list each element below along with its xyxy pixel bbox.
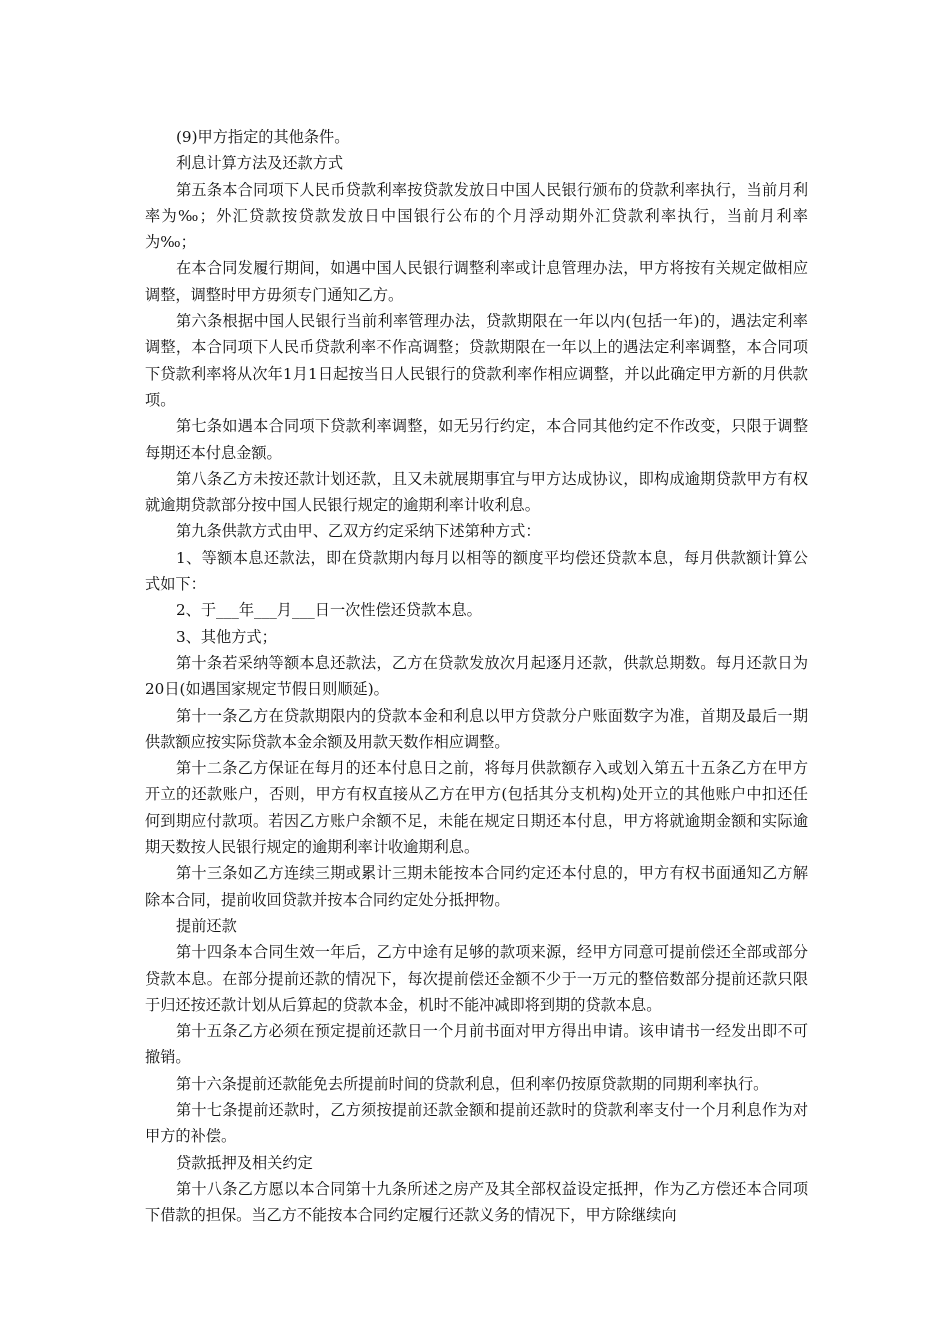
article-11: 第十一条乙方在贷款期限内的贷款本金和利息以甲方贷款分户账面数字为准，首期及最后一期供款额应按实际贷款本金余额及用款天数作相应调整。: [145, 706, 808, 751]
article-12: 第十二条乙方保证在每月的还本付息日之前，将每月供款额存入或划入第五十五条乙方在甲方开立的还款账户，否则，甲方有权直接从乙方在甲方(包括其分支机构)处开立的其他账户中扣还任何到期应付款项。若因乙方账户余额不足，未能在规定日期还本付息，甲方将就逾期金额和实际逾期天数按人民银行规定的逾期利率计收逾期利息。: [145, 759, 808, 857]
payment-method-1: 1、等额本息还款法，即在贷款期内每月以相等的额度平均偿还贷款本息，每月供款额计算公式如下：: [145, 548, 808, 594]
section-heading-mortgage: 贷款抵押及相关约定: [176, 1153, 313, 1172]
article-17: 第十七条提前还款时，乙方须按提前还款金额和提前还款时的贷款利率支付一个月利息作为对甲方的补偿。: [145, 1100, 808, 1146]
section-heading-interest: 利息计算方法及还款方式: [176, 154, 344, 173]
article-15: 第十五条乙方必须在预定提前还款日一个月前书面对甲方得出申请。该申请书一经发出即不可撤销。: [145, 1022, 808, 1067]
article-5: 第五条本合同项下人民币贷款利率按贷款发放日中国人民银行颁布的贷款利率执行，当前月利率为‰；外汇贷款按贷款发放日中国银行公布的个月浮动期外汇贷款利率执行，当前月利率为‰；: [145, 180, 808, 252]
payment-method-3: 3、其他方式；: [176, 627, 277, 646]
article-18: 第十八条乙方愿以本合同第十九条所述之房产及其全部权益设定抵押，作为乙方偿还本合同项下借款的担保。当乙方不能按本合同约定履行还款义务的情况下，甲方除继续向: [145, 1179, 808, 1225]
paragraph-rate-adjustment: 在本合同发履行期间，如遇中国人民银行调整利率或计息管理办法，甲方将按有关规定做相应调整，调整时甲方毋须专门通知乙方。: [145, 259, 808, 304]
article-10: 第十条若采纳等额本息还款法，乙方在贷款发放次月起逐月还款，供款总期数。每月还款日为20日(如遇国家规定节假日则顺延)。: [145, 653, 808, 699]
article-16: 第十六条提前还款能免去所提前时间的贷款利息，但利率仍按原贷款期的同期利率执行。: [176, 1074, 769, 1093]
article-7: 第七条如遇本合同项下贷款利率调整，如无另行约定，本合同其他约定不作改变，只限于调整每期还本付息金额。: [145, 417, 808, 462]
section-heading-prepayment: 提前还款: [176, 916, 237, 935]
payment-method-2: 2、于___年___月___日一次性偿还贷款本息。: [176, 601, 482, 620]
article-8: 第八条乙方未按还款计划还款，且又未就展期事宜与甲方达成协议，即构成逾期贷款甲方有权就逾期贷款部分按中国人民银行规定的逾期利率计收利息。: [145, 469, 808, 515]
article-9: 第九条供款方式由甲、乙双方约定采纳下述第种方式：: [176, 522, 541, 541]
article-14: 第十四条本合同生效一年后，乙方中途有足够的款项来源，经甲方同意可提前偿还全部或部分贷款本息。在部分提前还款的情况下，每次提前偿还金额不少于一万元的整倍数部分提前还款只限于归还按还款计划从后算起的贷款本金，机时不能冲减即将到期的贷款本息。: [145, 943, 808, 1014]
article-13: 第十三条如乙方连续三期或累计三期未能按本合同约定还本付息的，甲方有权书面通知乙方解除本合同，提前收回贷款并按本合同约定处分抵押物。: [145, 864, 808, 909]
article-6: 第六条根据中国人民银行当前利率管理办法，贷款期限在一年以内(包括一年)的，遇法定利率调整，本合同项下人民币贷款利率不作高调整；贷款期限在一年以上的遇法定利率调整，本合同项下贷款利率将从次年1月1日起按当日人民银行的贷款利率作相应调整，并以此确定甲方新的月供款项。: [145, 312, 808, 409]
paragraph-other-conditions: (9)甲方指定的其他条件。: [176, 128, 350, 146]
